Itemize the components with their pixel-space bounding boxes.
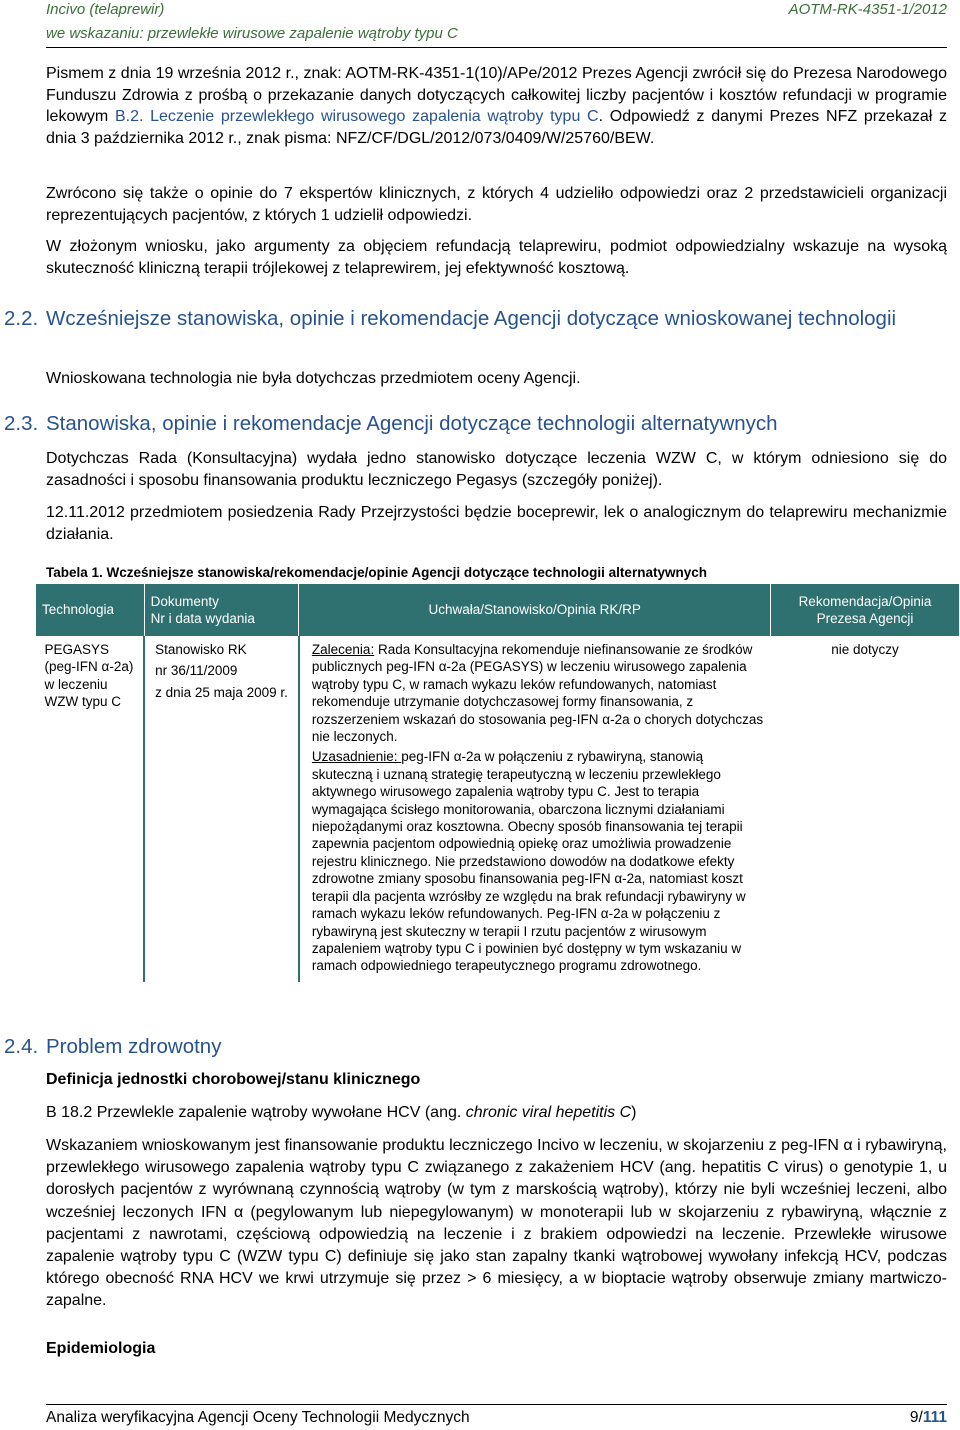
header-code: AOTM-RK-4351-1/2012 [788,1,947,18]
icd-italic: chronic viral hepetitis C [465,1104,632,1121]
zalecenia-label: Zalecenia: [311,642,375,657]
col-header-rekomendacja [770,584,959,637]
col-header-dokumenty-line1: Dokumenty [150,593,219,609]
footer-title: Analiza weryfikacyjna Agencji Oceny Technologii Medycznych [46,1409,470,1426]
cell-technologia: PEGASYS (peg-IFN α-2a) w leczeniu WZW typu C [36,637,145,982]
uzasadnienie-text: peg-IFN α-2a w połączeniu z rybawiryną, stanowią skuteczną i uznaną strategię terapeutyczną w leczeniu przewlekłego aktywnego wirusowego zapalenia wątroby typu C. Jest to terapia wymagająca ścisłego monitorowania, obarczona licznymi działaniami niepożądanymi oraz kosztowna. Obecny sposób finansowania tej terapii zapewnia pacjentom odpowiednią opiekę oraz umożliwia prowadzenie rejestru klinicznego. Nie przedstawiono dowodów na dodatkowe efekty zdrowotne zmiany sposobu finansowania peg-IFN α-2a, natomiast koszt terapii dla pacjenta wzrósłby ze względu na brak refundacji rybawiryny w ramach wykazu leków refundowanych. Peg-IFN α-2a w połączeniu z rybawiryną jest skuteczny w terapii I rzutu pacjentów z wirusowym zapaleniem wątroby typu C i powinien być dostępny w tym wskazaniu w ramach odpowiedniego terapeutycznego programu zdrowotnego. [311,749,746,974]
table-caption: Tabela 1. Wcześniejsze stanowiska/rekomendacje/opinie Agencji dotyczące technologii alternatywnych [46,565,707,580]
col-header-dokumenty-line2: Nr i data wydania [150,611,255,626]
page-number [910,1409,947,1427]
uzasadnienie-paragraph [312,748,765,974]
alternatives-table [35,583,960,982]
col-header-technologia: Technologia [36,584,145,637]
header-divider [46,47,947,48]
page-total: 111 [922,1409,947,1426]
col-header-dokumenty [144,584,299,637]
header-subtitle: we wskazaniu: przewlekłe wirusowe zapalenie wątroby typu C [46,25,458,42]
cell-rekomendacja: nie dotyczy [831,642,899,657]
intro-paragraph-3: W złożonym wniosku, jako argumenty za objęciem refundacją telaprewiru, podmiot odpowiedzialny wskazuje na wysoką skuteczność kliniczną terapii trójlekowej z telaprewirem, jej efektywność kosztową. [46,238,947,277]
doc-name: Stanowisko RK [155,642,247,657]
doc-number: nr 36/11/2009 [155,663,238,679]
program-reference-link[interactable]: B.2. Leczenie przewlekłego wirusowego zapalenia wątroby typu C [114,108,599,125]
intro-p1-end: . Odpowiedź z danymi Prezes NFZ przekazał z dnia 3 października 2012 r., znak pisma: NFZ/CF/DGL/2012/073/0409/W/25760/BEW. [46,108,948,147]
header-title: Incivo (telaprewir) [46,1,165,18]
icd-paragraph [46,1102,947,1124]
section-number: 2.4. [4,1035,39,1058]
cell-uchwala [299,637,771,982]
intro-paragraph-2: Zwrócono się także o opinie do 7 ekspertów klinicznych, z których 4 udzieliło odpowiedzi oraz 2 przedstawicieli organizacji reprezentujących pacjentów, z których 1 udzielił odpowiedzi. [46,185,947,224]
doc-date: z dnia 25 maja 2009 r. [155,684,288,700]
section-2-2-text: Wnioskowana technologia nie była dotychczas przedmiotem oceny Agencji. [46,370,581,387]
table-header-row [36,584,960,637]
cell-dokumenty [144,637,299,982]
col-header-rekomendacja-line2: Prezesa Agencji [816,611,914,626]
section-number: 2.2. [4,307,39,330]
section-title: Stanowiska, opinie i rekomendacje Agencji dotyczące technologii alternatywnych [46,412,778,435]
section-title: Problem zdrowotny [46,1035,222,1058]
icd-end: ) [631,1104,637,1121]
uzasadnienie-label: Uzasadnienie: [311,749,402,765]
section-number: 2.3. [4,412,39,435]
definicja-heading: Definicja jednostki chorobowej/stanu klinicznego [46,1071,421,1088]
zalecenia-paragraph [312,641,765,745]
zalecenia-text: Rada Konsultacyjna rekomenduje niefinansowanie ze środków publicznych peg-IFN α-2a (PEGASYS) w leczeniu wirusowego zapalenia wątroby typu C, w ramach wykazu leków refundowanych, natomiast rekomenduje utrzymanie dotychczasowej formy finansowania, z rozszerzeniem wskazań do stosowania peg-IFN α-2a o chorych dotychczas nie leczonych. [311,642,764,745]
footer-divider [46,1404,947,1405]
page-current: 9/ [909,1409,923,1426]
wskazanie-paragraph: Wskazaniem wnioskowanym jest finansowanie produktu leczniczego Incivo w leczeniu, w skojarzeniu z peg-IFN α i rybawiryną, przewlekłego wirusowego zapalenia wątroby typu C związanego z zakażeniem HCV (ang. hepatitis C virus) o genotypie 1, u dorosłych pacjentów z wyrównaną czynnością wątroby (w tym z marskością wątroby), którzy nie byli wcześniej leczeni, albo wcześniej leczonych IFN α (pegylowanym lub niepegylowanym) w monoterapii lub w skojarzeniu z rybawiryną, włącznie z pacjentami z nawrotami, częściową odpowiedzią na leczenie i z brakiem odpowiedzi na leczenie. Przewlekłe wirusowe zapalenie wątroby typu C (WZW typu C) definiuje się jako stan zapalny tkanki wątrobowej wywołany infekcją HCV, podczas którego obecność RNA HCV we krwi utrzymuje się przez > 6 miesięcy, a w bioptacie wątroby obserwuje zmiany martwiczo-zapalne. [46,1137,947,1310]
col-header-uchwala: Uchwała/Stanowisko/Opinia RK/RP [299,584,771,637]
icd-text: B 18.2 Przewlekle zapalenie wątroby wywołane HCV (ang. [46,1104,466,1121]
section-2-3-paragraph-2: 12.11.2012 przedmiotem posiedzenia Rady Przejrzystości będzie boceprewir, lek o analogicznym do telaprewiru mechanizmie działania. [46,504,947,543]
section-title: Wcześniejsze stanowiska, opinie i rekomendacje Agencji dotyczące wnioskowanej technologii [46,307,897,330]
col-header-rekomendacja-line1: Rekomendacja/Opinia [798,593,932,609]
intro-paragraph-1 [46,63,947,149]
intro-p1-text: Pismem z dnia 19 września 2012 r., znak: AOTM-RK-4351-1(10)/APe/2012 Prezes Agencji zwrócił się do Prezesa Narodowego Funduszu Zdrowia z prośbą o przekazanie danych dotyczących całkowitej liczby pacjentów i kosztów refundacji w programie lekowym [46,65,947,125]
section-2-3-paragraph-1: Dotychczas Rada (Konsultacyjna) wydała jedno stanowisko dotyczące leczenia WZW C, w którym odniesiono się do zasadności i sposobu finansowania produktu leczniczego Pegasys (szczegóły poniżej). [46,450,947,489]
table-row [36,637,960,982]
epidemiologia-heading: Epidemiologia [46,1340,156,1357]
